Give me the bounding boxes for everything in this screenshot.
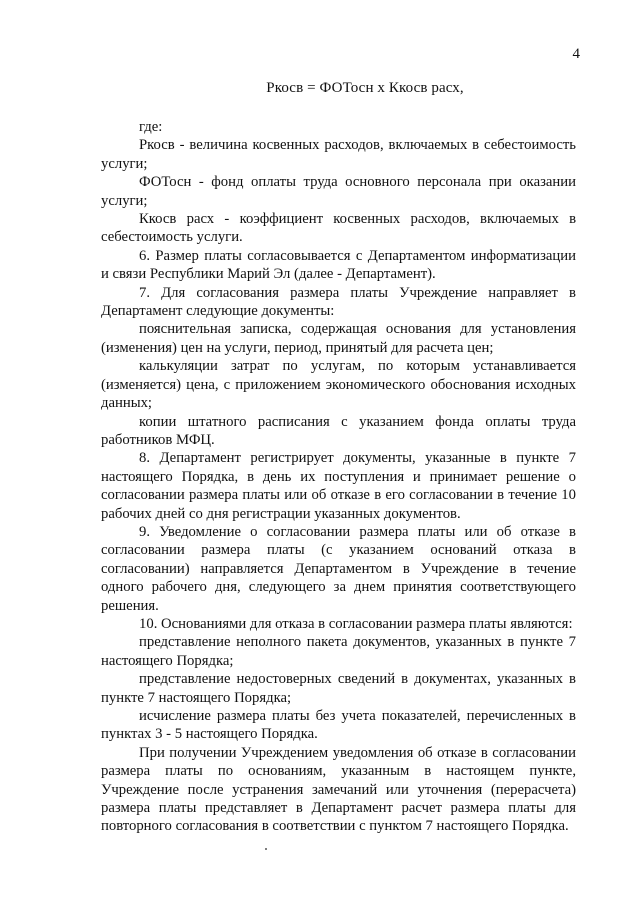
paragraph: пояснительная записка, содержащая основания для установления (изменения) цен на услуги, период, принятый для расчета цен; bbox=[101, 321, 576, 356]
paragraph: 9. Уведомление о согласовании размера платы или об отказе в согласовании размера платы (с указанием оснований отказа в согласовании) направляется Департаментом в Учреждение в течение одного рабочего дня, следующего за днем принятия соответствующего решения. bbox=[101, 523, 576, 614]
paragraph: Ккосв расх - коэффициент косвенных расходов, включаемых в себестоимость услуги. bbox=[101, 211, 576, 246]
paragraph: где: bbox=[139, 119, 163, 135]
paragraph: представление недостоверных сведений в документах, указанных в пункте 7 настоящего Порядка; bbox=[101, 671, 576, 706]
document-body bbox=[101, 118, 576, 836]
paragraph: представление неполного пакета документов, указанных в пункте 7 настоящего Порядка; bbox=[101, 634, 576, 669]
paragraph: Ркосв - величина косвенных расходов, включаемых в себестоимость услуги; bbox=[101, 137, 576, 172]
paragraph: ФОТосн - фонд оплаты труда основного персонала при оказании услуги; bbox=[101, 174, 576, 209]
paragraph: калькуляции затрат по услугам, по которым устанавливается (изменяется) цена, с приложением экономического обоснования исходных данных; bbox=[101, 358, 576, 412]
paragraph: 8. Департамент регистрирует документы, указанные в пункте 7 настоящего Порядка, в день их поступления и принимает решение о согласовании размера платы или об отказе в его согласовании в течение 10 рабочих дней со дня регистрации указанных документов. bbox=[101, 450, 576, 522]
formula: Ркосв = ФОТосн х Ккосв расх, bbox=[266, 80, 464, 96]
paragraph: копии штатного расписания с указанием фонда оплаты труда работников МФЦ. bbox=[101, 413, 576, 448]
paragraph: 6. Размер платы согласовывается с Департаментом информатизации и связи Республики Марий Эл (далее - Департамент). bbox=[101, 247, 576, 283]
paragraph: При получении Учреждением уведомления об отказе в согласовании размера платы по основаниям, указанным в настоящем пункте, Учреждение после устранения замечаний или уточнения (перерасчета) размера платы представляет в Департамент расчет размера платы для повторного согласования в соответствии с пунктом 7 настоящего Порядка. bbox=[101, 744, 576, 835]
scan-speck bbox=[265, 848, 267, 850]
page-number: 4 bbox=[572, 46, 580, 62]
paragraph: исчисление размера платы без учета показателей, перечисленных в пунктах 3 - 5 настоящего Порядка. bbox=[101, 708, 576, 743]
paragraph: 7. Для согласования размера платы Учреждение направляет в Департамент следующие документы: bbox=[101, 284, 576, 320]
paragraph: 10. Основаниями для отказа в согласовании размера платы являются: bbox=[139, 615, 573, 632]
